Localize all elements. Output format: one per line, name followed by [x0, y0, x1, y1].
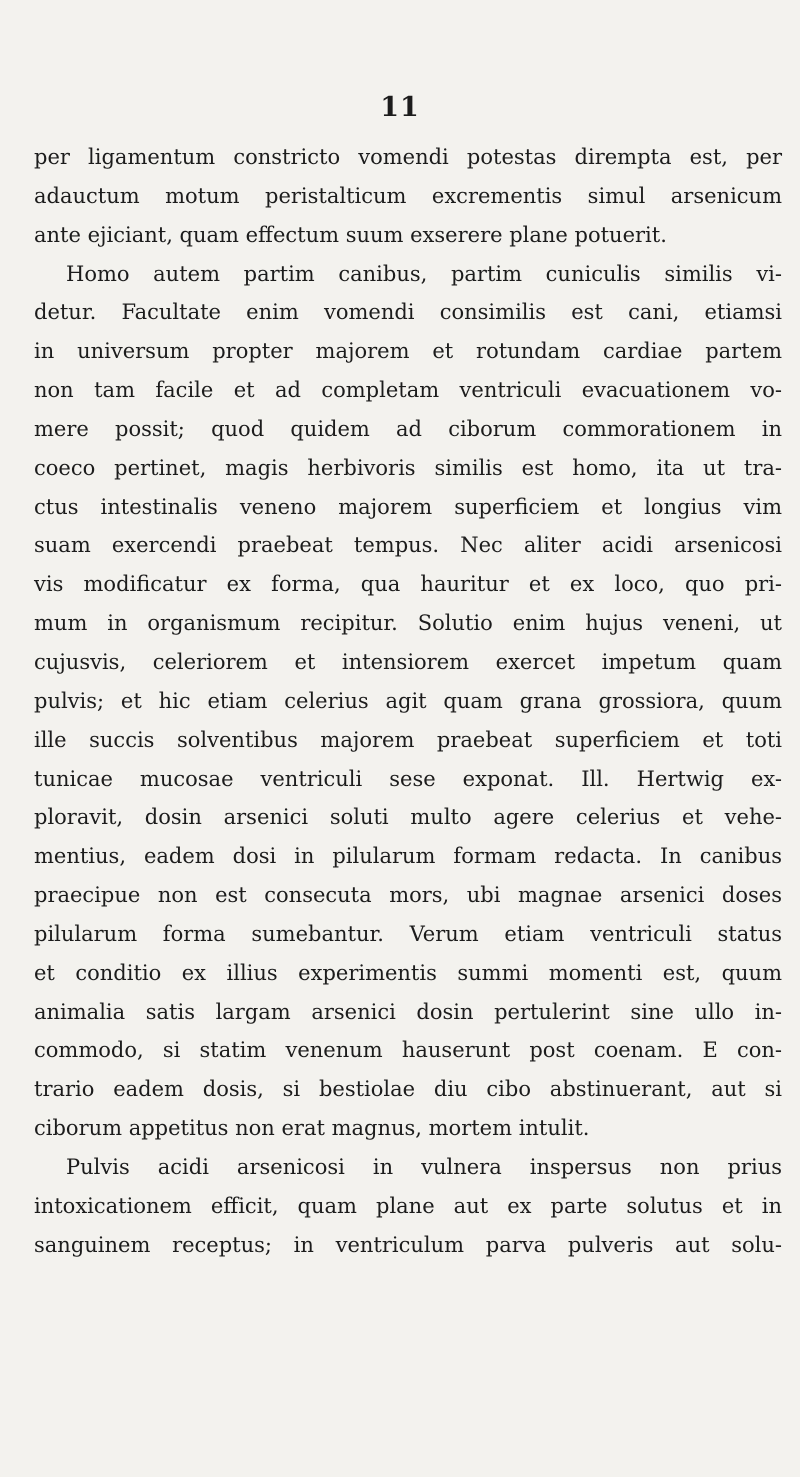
text-line: ante ejiciant, quam effectum suum exserere plane potuerit.: [34, 222, 667, 247]
text-line: trario eadem dosis, si bestiolae diu cibo abstinuerant, aut si: [34, 1077, 782, 1102]
text-line: ille succis solventibus majorem praebeat superficiem et toti: [34, 727, 782, 752]
text-line: mum in organismum recipitur. Solutio enim hujus veneni, ut: [34, 611, 782, 636]
text-line: mentius, eadem dosi in pilularum formam redacta. In canibus: [34, 844, 782, 869]
text-line: cujusvis, celeriorem et intensiorem exercet impetum quam: [34, 649, 782, 674]
text-line: praecipue non est consecuta mors, ubi magnae arsenici doses: [34, 883, 782, 908]
text-line: ctus intestinalis veneno majorem superficiem et longius vim: [34, 494, 782, 519]
text-line: coeco pertinet, magis herbivoris similis est homo, ita ut tra-: [34, 455, 782, 480]
text-line: intoxicationem efficit, quam plane aut ex parte solutus et in: [34, 1193, 782, 1218]
text-line: pilularum forma sumebantur. Verum etiam ventriculi status: [34, 921, 782, 946]
page-number: 11: [380, 92, 420, 123]
body-text: [34, 138, 782, 1264]
text-line: non tam facile et ad completam ventriculi evacuationem vo-: [34, 378, 782, 403]
text-line: sanguinem receptus; in ventriculum parva pulveris aut solu-: [34, 1232, 782, 1257]
text-line: in universum propter majorem et rotundam cardiae partem: [34, 339, 782, 364]
text-line: ciborum appetitus non erat magnus, mortem intulit.: [34, 1116, 590, 1141]
text-line: adauctum motum peristalticum excrementis simul arsenicum: [34, 183, 782, 208]
text-line: pulvis; et hic etiam celerius agit quam grana grossiora, quum: [34, 688, 782, 713]
text-line: Homo autem partim canibus, partim cuniculis similis vi-: [66, 261, 782, 286]
text-line: per ligamentum constricto vomendi potestas dirempta est, per: [34, 145, 782, 169]
text-line: tunicae mucosae ventriculi sese exponat. Ill. Hertwig ex-: [34, 766, 782, 791]
text-line: animalia satis largam arsenici dosin pertulerint sine ullo in-: [34, 999, 782, 1024]
text-line: Pulvis acidi arsenicosi in vulnera inspersus non prius: [66, 1154, 782, 1179]
text-line: suam exercendi praebeat tempus. Nec aliter acidi arsenicosi: [34, 533, 782, 558]
text-line: vis modificatur ex forma, qua hauritur et ex loco, quo pri-: [34, 572, 782, 597]
text-line: detur. Facultate enim vomendi consimilis est cani, etiamsi: [34, 300, 782, 325]
text-line: mere possit; quod quidem ad ciborum commorationem in: [34, 416, 782, 441]
text-line: ploravit, dosin arsenici soluti multo agere celerius et vehe-: [34, 805, 782, 830]
text-line: et conditio ex illius experimentis summi momenti est, quum: [34, 960, 782, 985]
text-line: commodo, si statim venenum hauserunt post coenam. E con-: [34, 1038, 782, 1063]
